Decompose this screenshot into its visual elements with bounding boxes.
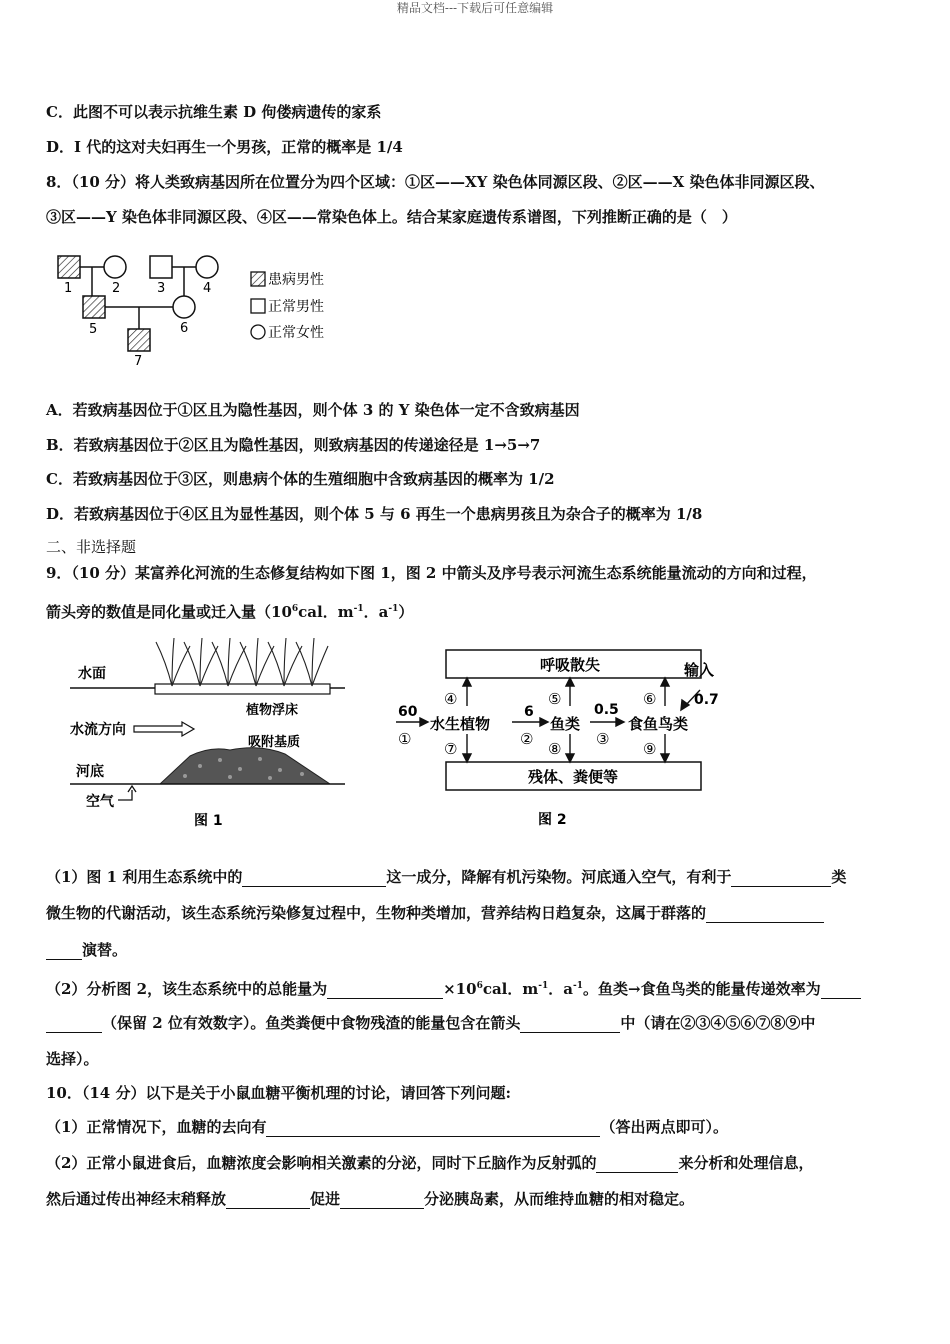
process-1-label: ①	[398, 730, 412, 748]
answer-blank-efficiency-2[interactable]	[46, 1016, 102, 1033]
legend-normal-female: 正常女性	[268, 325, 324, 341]
q8-option-b: B．若致病基因位于②区且为隐性基因，则致病基因的传递途径是 1→5→7	[46, 436, 541, 454]
process-8-label: ⑧	[548, 740, 562, 758]
section-heading: 二、非选择题	[46, 538, 137, 556]
answer-blank-total-energy[interactable]	[327, 982, 443, 999]
answer-blank-succession-1[interactable]	[706, 906, 824, 923]
q9-part1-line1: （1）图 1 利用生态系统中的 这一成分，降解有机污染物。河底通入空气，有利于 类	[46, 868, 847, 886]
input-label: 输入	[684, 661, 715, 679]
individual-2-normal-female	[104, 256, 126, 278]
substrate-mound	[160, 748, 330, 784]
fish-label: 鱼类	[550, 715, 581, 733]
answer-blank-transmitter[interactable]	[226, 1192, 310, 1209]
figure-2-energy-flow	[390, 640, 740, 835]
value-60: 60	[398, 704, 418, 720]
value-6: 6	[524, 704, 534, 720]
answer-blank-succession-2[interactable]	[46, 943, 82, 960]
individual-5-affected-male	[83, 296, 105, 318]
process-4-label: ④	[444, 690, 458, 708]
q7-option-c: C．此图不可以表示抗维生素 D 佝偻病遗传的家系	[46, 103, 382, 121]
q10-part2-line1: （2）正常小鼠进食后，血糖浓度会影响相关激素的分泌，同时下丘脑作为反射弧的 来分析和处理信息，	[46, 1154, 814, 1172]
individual-1-affected-male	[58, 256, 80, 278]
label-3: 3	[157, 281, 166, 296]
water-surface-label: 水面	[78, 666, 106, 682]
respiration-label: 呼吸散失	[540, 656, 601, 674]
residue-label: 残体、粪便等	[528, 768, 619, 786]
process-6-label: ⑥	[643, 690, 657, 708]
process-3-label: ③	[596, 730, 610, 748]
flow-arrow-icon	[134, 722, 194, 736]
q8-option-d: D．若致病基因位于④区且为显性基因，则个体 5 与 6 再生一个患病男孩且为杂合子的概率为 1/8	[46, 505, 703, 523]
figure-1-caption: 图 1	[194, 813, 223, 829]
label-5: 5	[89, 322, 98, 337]
q10-part2-line2: 然后通过传出神经末稍释放 促进 分泌胰岛素，从而维持血糖的相对稳定。	[46, 1190, 695, 1208]
substrate-label: 吸附基质	[248, 735, 301, 750]
legend-affected-male-icon	[251, 272, 265, 286]
aquatic-plants-label: 水生植物	[430, 715, 491, 733]
page-header: 精品文档---下载后可任意编辑	[396, 1, 554, 15]
individual-6-normal-female	[173, 296, 195, 318]
flow-direction-label: 水流方向	[70, 722, 126, 738]
q8-option-c: C．若致病基因位于③区，则患病个体的生殖细胞中含致病基因的概率为 1/2	[46, 470, 555, 488]
answer-blank-microbe-type[interactable]	[731, 870, 831, 887]
q9-stem-line2: 箭头旁的数值是同化量或迁入量（$10^6cal$．$m^{-1}$．$a^{-1}$）	[46, 603, 414, 621]
answer-blank-reflex-part[interactable]	[596, 1156, 678, 1173]
label-2: 2	[112, 281, 121, 296]
individual-7-affected-male	[128, 329, 150, 351]
process-2-label: ②	[520, 730, 534, 748]
value-0-5: 0.5	[594, 702, 619, 718]
individual-4-normal-female	[196, 256, 218, 278]
legend-normal-female-icon	[251, 325, 265, 339]
q9-stem-line1: 9．（10 分）某富养化河流的生态修复结构如下图 1，图 2 中箭头及序号表示河流生态系统能量流动的方向和过程，	[46, 564, 817, 582]
q9-part2-line1: （2）分析图 2，该生态系统中的总能量为 $\times 10^6cal$．$m^{-1}$．$a^{-1}$。鱼类→食鱼鸟类的能量传递效率为	[46, 976, 861, 999]
answer-blank-component[interactable]	[242, 870, 386, 887]
q10-part1: （1）正常情况下，血糖的去向有 （答出两点即可）。	[46, 1118, 728, 1136]
q9-part2-line2: （保留 2 位有效数字）。鱼类粪便中食物残渣的能量包含在箭头 中（请在②③④⑤⑥⑦⑧⑨中	[46, 1013, 815, 1033]
legend-normal-male: 正常男性	[268, 299, 324, 315]
legend-affected-male: 患病男性	[268, 272, 324, 288]
label-1: 1	[64, 281, 73, 296]
process-9-label: ⑨	[643, 740, 657, 758]
individual-3-normal-male	[150, 256, 172, 278]
floating-bed-label: 植物浮床	[246, 703, 299, 718]
q10-stem: 10．（14 分）以下是关于小鼠血糖平衡机理的讨论，请回答下列问题:	[46, 1084, 512, 1102]
piscivorous-birds-label: 食鱼鸟类	[628, 715, 689, 733]
q9-part1-line2: 微生物的代谢活动，该生态系统污染修复过程中，生物种类增加，营养结构日趋复杂，这属于群落的	[46, 903, 824, 923]
air-label: 空气	[86, 794, 114, 810]
q8-stem-line2: ③区——Y 染色体非同源区段、④区——常染色体上。结合某家庭遗传系谱图，下列推断正确的是（ ）	[46, 208, 737, 226]
label-6: 6	[180, 321, 189, 336]
process-7-label: ⑦	[444, 740, 458, 758]
input-value: 0.7	[694, 692, 719, 708]
q9-part2-line3: 选择）。	[46, 1050, 99, 1068]
answer-blank-arrow[interactable]	[520, 1016, 620, 1033]
answer-blank-efficiency-1[interactable]	[821, 982, 861, 999]
q9-part1-line3: 演替。	[46, 940, 127, 960]
q8-stem-line1: 8．（10 分）将人类致病基因所在位置分为四个区域：①区——XY 染色体同源区段、②区——X 染色体非同源区段、	[46, 173, 825, 191]
answer-blank-glucose-fate[interactable]	[266, 1120, 600, 1137]
pedigree-chart	[46, 250, 366, 370]
process-5-label: ⑤	[548, 690, 562, 708]
label-7: 7	[134, 354, 143, 369]
label-4: 4	[203, 281, 212, 296]
legend-normal-male-icon	[251, 299, 265, 313]
figure-1-river-restoration	[70, 634, 360, 834]
q7-option-d: D．I 代的这对夫妇再生一个男孩，正常的概率是 1/4	[46, 138, 403, 156]
figure-2-caption: 图 2	[538, 812, 567, 828]
q8-option-a: A．若致病基因位于①区且为隐性基因，则个体 3 的 Y 染色体一定不含致病基因	[46, 401, 580, 419]
answer-blank-cell[interactable]	[340, 1192, 424, 1209]
riverbed-label: 河底	[76, 764, 104, 780]
